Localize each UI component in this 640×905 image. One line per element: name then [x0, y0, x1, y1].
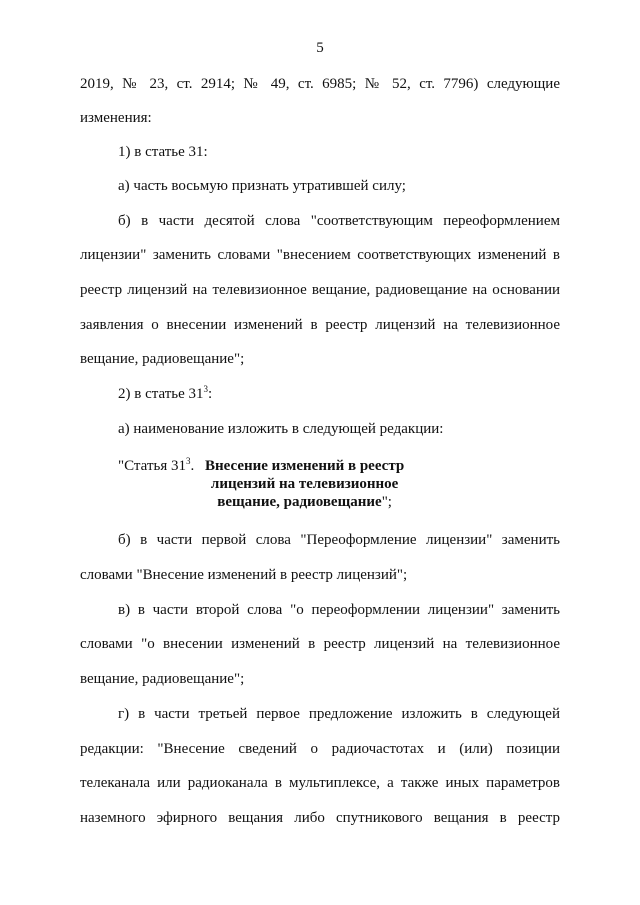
list-item-b: б) в части первой слова "Переоформление лицензии" заменить	[118, 532, 560, 548]
list-item-v: в) в части второй слова "о переоформлении лицензии" заменить	[118, 602, 560, 618]
text-line: вещание, радиовещание";	[80, 671, 245, 687]
text-line: реестр лицензий на телевизионное вещание, радиовещание на основании	[80, 282, 560, 298]
text-fragment: :	[208, 386, 213, 402]
list-item-g: г) в части третьей первое предложение изложить в следующей	[118, 706, 560, 722]
text-line: телеканала или радиоканала в мультиплексе, а также иных параметров	[80, 775, 560, 791]
text-line: изменения:	[80, 110, 152, 126]
text-line: заявления о внесении изменений в реестр лицензий на телевизионное	[80, 317, 560, 333]
article-heading-title	[205, 457, 404, 511]
text-fragment: 2) в статье 31	[118, 386, 204, 402]
text-fragment: ";	[381, 494, 392, 510]
list-item-2	[118, 385, 212, 403]
text-fragment: "Статья 31	[118, 458, 186, 474]
text-line: редакции: "Внесение сведений о радиочастотах и (или) позиции	[80, 741, 560, 757]
list-item-a: а) часть восьмую признать утратившей силу;	[118, 178, 406, 194]
text-line: лицензии" заменить словами "внесением соответствующих изменений в	[80, 247, 560, 263]
text-fragment: вещание, радиовещание	[217, 494, 382, 510]
text-line: наземного эфирного вещания либо спутникового вещания в реестр	[80, 810, 560, 826]
page-number: 5	[316, 40, 324, 56]
heading-title-line	[205, 493, 404, 511]
list-item-b: б) в части десятой слова "соответствующим переоформлением	[118, 213, 560, 229]
text-line: словами "о внесении изменений в реестр лицензий на телевизионное	[80, 636, 560, 652]
text-line: словами "Внесение изменений в реестр лицензий";	[80, 567, 408, 583]
article-heading-label	[118, 457, 194, 475]
list-item-1: 1) в статье 31:	[118, 144, 208, 160]
list-item-a: а) наименование изложить в следующей редакции:	[118, 421, 444, 437]
superscript: 3	[203, 384, 209, 394]
heading-title-line: лицензий на телевизионное	[210, 476, 399, 492]
text-line: вещание, радиовещание";	[80, 351, 245, 367]
text-fragment: .	[190, 458, 195, 474]
heading-title-line: Внесение изменений в реестр	[205, 458, 405, 474]
text-line: 2019, № 23, ст. 2914; № 49, ст. 6985; № 52, ст. 7796) следующие	[80, 76, 560, 92]
superscript: 3	[185, 456, 191, 466]
